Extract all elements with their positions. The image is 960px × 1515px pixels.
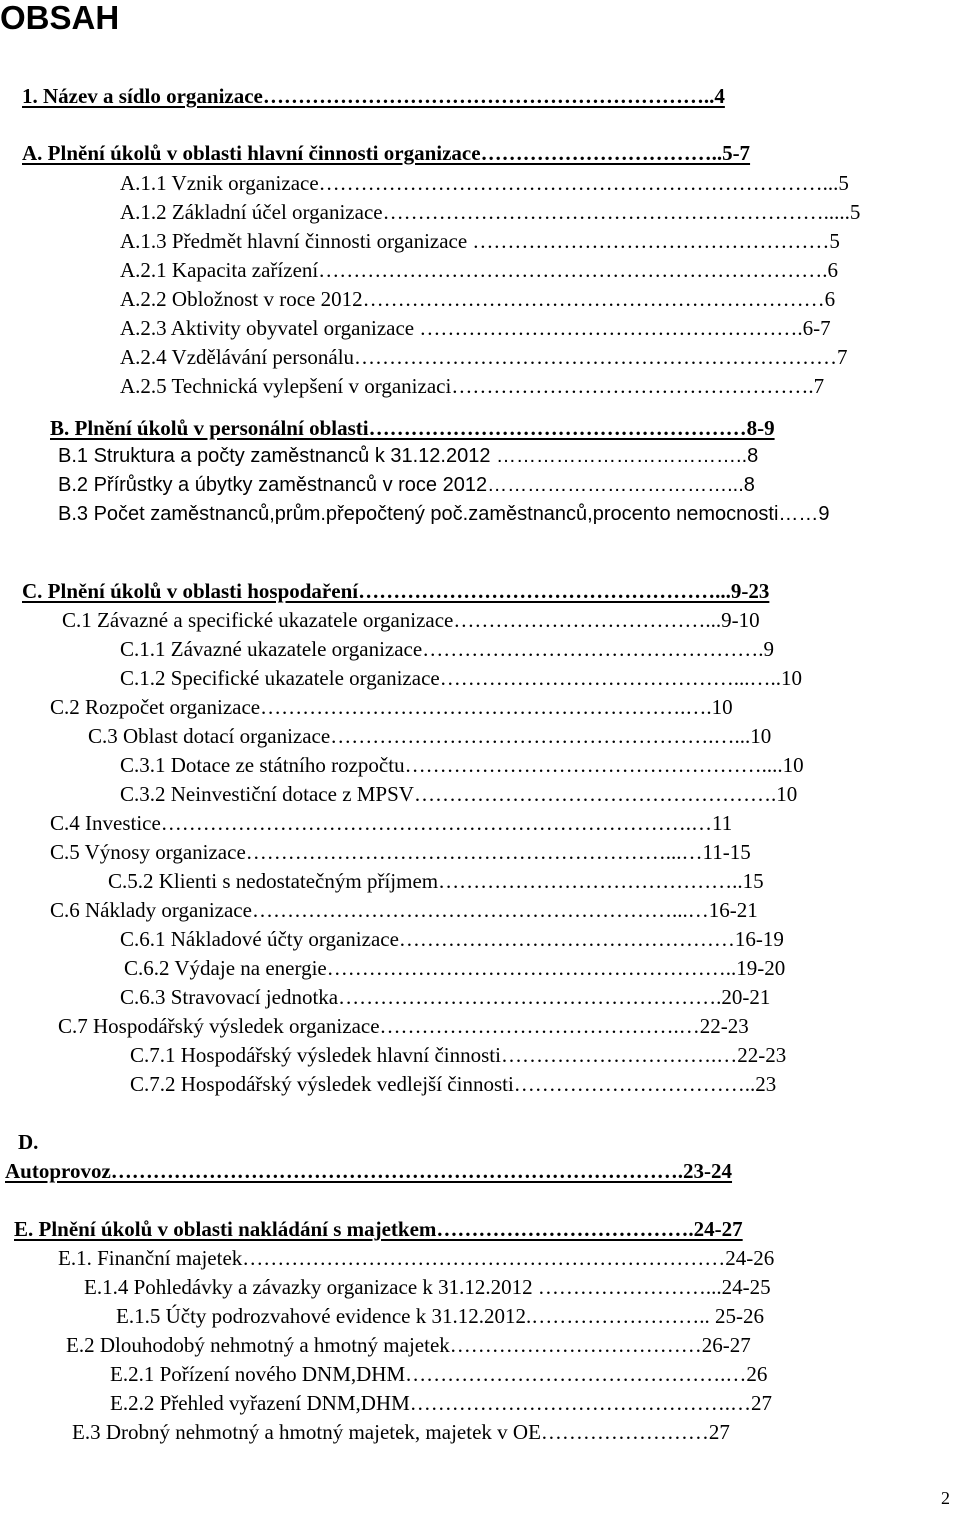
toc-entry-c-6-2[interactable]: C.6.2 Výdaje na energie…………………………………………………..19-20 [124,956,786,980]
toc-entry-e-3[interactable]: E.3 Drobný nehmotný a hmotný majetek, majetek v OE……………………27 [72,1420,730,1444]
toc-entry-a-2-2[interactable]: A.2.2 Obložnost v roce 2012…………………………………………………………6 [120,287,836,311]
toc-entry-c-6-3[interactable]: C.6.3 Stravovací jednotka……………………………………………….20-21 [120,985,771,1009]
toc-entry-d[interactable]: D. [18,1130,39,1154]
toc-entry-c-2[interactable]: C.2 Rozpočet organizace…………………………………………………….….10 [50,695,733,719]
toc-entry-e-1[interactable]: E.1. Finanční majetek……………………………………………………………24-26 [58,1246,775,1270]
toc-entry-b-3[interactable]: B.3 Počet zaměstnanců,prům.přepočtený poč.zaměstnanců,procento nemocnosti……9 [58,503,830,525]
toc-entry-c-7-2[interactable]: C.7.2 Hospodářský výsledek vedlejší činnosti……………………………..23 [130,1072,777,1096]
toc-entry-c-1[interactable]: C.1 Závazné a specifické ukazatele organizace………………………………...9-10 [62,608,760,632]
toc-entry-c[interactable]: C. Plnění úkolů v oblasti hospodaření……………………………………………...9-23 [22,579,770,603]
toc-entry-a-2-3[interactable]: A.2.3 Aktivity obyvatel organizace ……………………………………………….6-7 [120,316,831,340]
toc-entry-e-2-1[interactable]: E.2.1 Pořízení nového DNM,DHM……………………………………….…26 [110,1362,768,1386]
toc-entry-a-2-5[interactable]: A.2.5 Technická vylepšení v organizaci…………………………………………….7 [120,374,825,398]
toc-entry-e-2[interactable]: E.2 Dlouhodobý nehmotný a hmotný majetek………………………………26-27 [66,1333,751,1357]
toc-entry-c-4[interactable]: C.4 Investice………………………………………………………………….…11 [50,811,733,835]
toc-entry-e[interactable]: E. Plnění úkolů v oblasti nakládání s majetkem……………………………….24-27 [14,1217,743,1241]
toc-entry-c-1-1[interactable]: C.1.1 Závazné ukazatele organizace………………………………………….9 [120,637,774,661]
toc-entry-c-5-2[interactable]: C.5.2 Klienti s nedostatečným příjmem……………………………………..15 [108,869,764,893]
toc-entry-b-1[interactable]: B.1 Struktura a počty zaměstnanců k 31.12.2012 ………………………………..8 [58,445,759,467]
toc-entry-c-3[interactable]: C.3 Oblast dotací organizace……………………………………………….…...10 [88,724,772,748]
toc-entry-e-2-2[interactable]: E.2.2 Přehled vyřazení DNM,DHM……………………………………….…27 [110,1391,773,1415]
toc-entry-b-2[interactable]: B.2 Přírůstky a úbytky zaměstnanců v roce 2012………………………………...8 [58,474,755,496]
toc-entry-a[interactable]: A. Plnění úkolů v oblasti hlavní činnosti organizace……………………………..5-7 [22,141,751,165]
toc-entry-a-1-1[interactable]: A.1.1 Vznik organizace………………………………………………………………...5 [120,171,849,195]
toc-entry-d-autoprovoz[interactable]: Autoprovoz……………………………………………………………………….23-24 [5,1159,733,1183]
toc-entry-c-3-2[interactable]: C.3.2 Neinvestiční dotace z MPSV…………………………………………….10 [120,782,798,806]
toc-entry-c-7[interactable]: C.7 Hospodářský výsledek organizace…………………………………….…22-23 [58,1014,749,1038]
toc-entry-a-1-3[interactable]: A.1.3 Předmět hlavní činnosti organizace ……………………………………………5 [120,229,840,253]
page-number: 2 [941,1488,950,1508]
toc-entry-e-1-5[interactable]: E.1.5 Účty podrozvahové evidence k 31.12.2012.…………………….. 25-26 [116,1304,764,1328]
toc-entry-a-2-4[interactable]: A.2.4 Vzdělávání personálu……………………………………………………………7 [120,345,848,369]
toc-entry-e-1-4[interactable]: E.1.4 Pohledávky a závazky organizace k 31.12.2012 ……………………...24-25 [84,1275,771,1299]
toc-entry-c-3-1[interactable]: C.3.1 Dotace ze státního rozpočtu……………………………………………....10 [120,753,804,777]
toc-entry-a-1-2[interactable]: A.1.2 Základní účel organizace……………………………………………………….....5 [120,200,861,224]
toc-entry-c-7-1[interactable]: C.7.1 Hospodářský výsledek hlavní činnosti………………………….…22-23 [130,1043,787,1067]
toc-entry-c-1-2[interactable]: C.1.2 Specifické ukazatele organizace……………………………………...…..10 [120,666,802,690]
page-title: OBSAH [0,0,120,36]
toc-entry-a-2-1[interactable]: A.2.1 Kapacita zařízení……………………………………………………………….6 [120,258,838,282]
toc-entry-c-6-1[interactable]: C.6.1 Nákladové účty organizace…………………………………………16-19 [120,927,784,951]
toc-entry-c-6[interactable]: C.6 Náklady organizace……………………………………………………...…16-21 [50,898,758,922]
toc-entry-1[interactable]: 1. Název a sídlo organizace………………………………………………………..4 [22,84,725,108]
toc-entry-b[interactable]: B. Plnění úkolů v personální oblasti………………………………………………8-9 [50,416,775,440]
toc-entry-c-5[interactable]: C.5 Výnosy organizace……………………………………………………...…11-15 [50,840,751,864]
